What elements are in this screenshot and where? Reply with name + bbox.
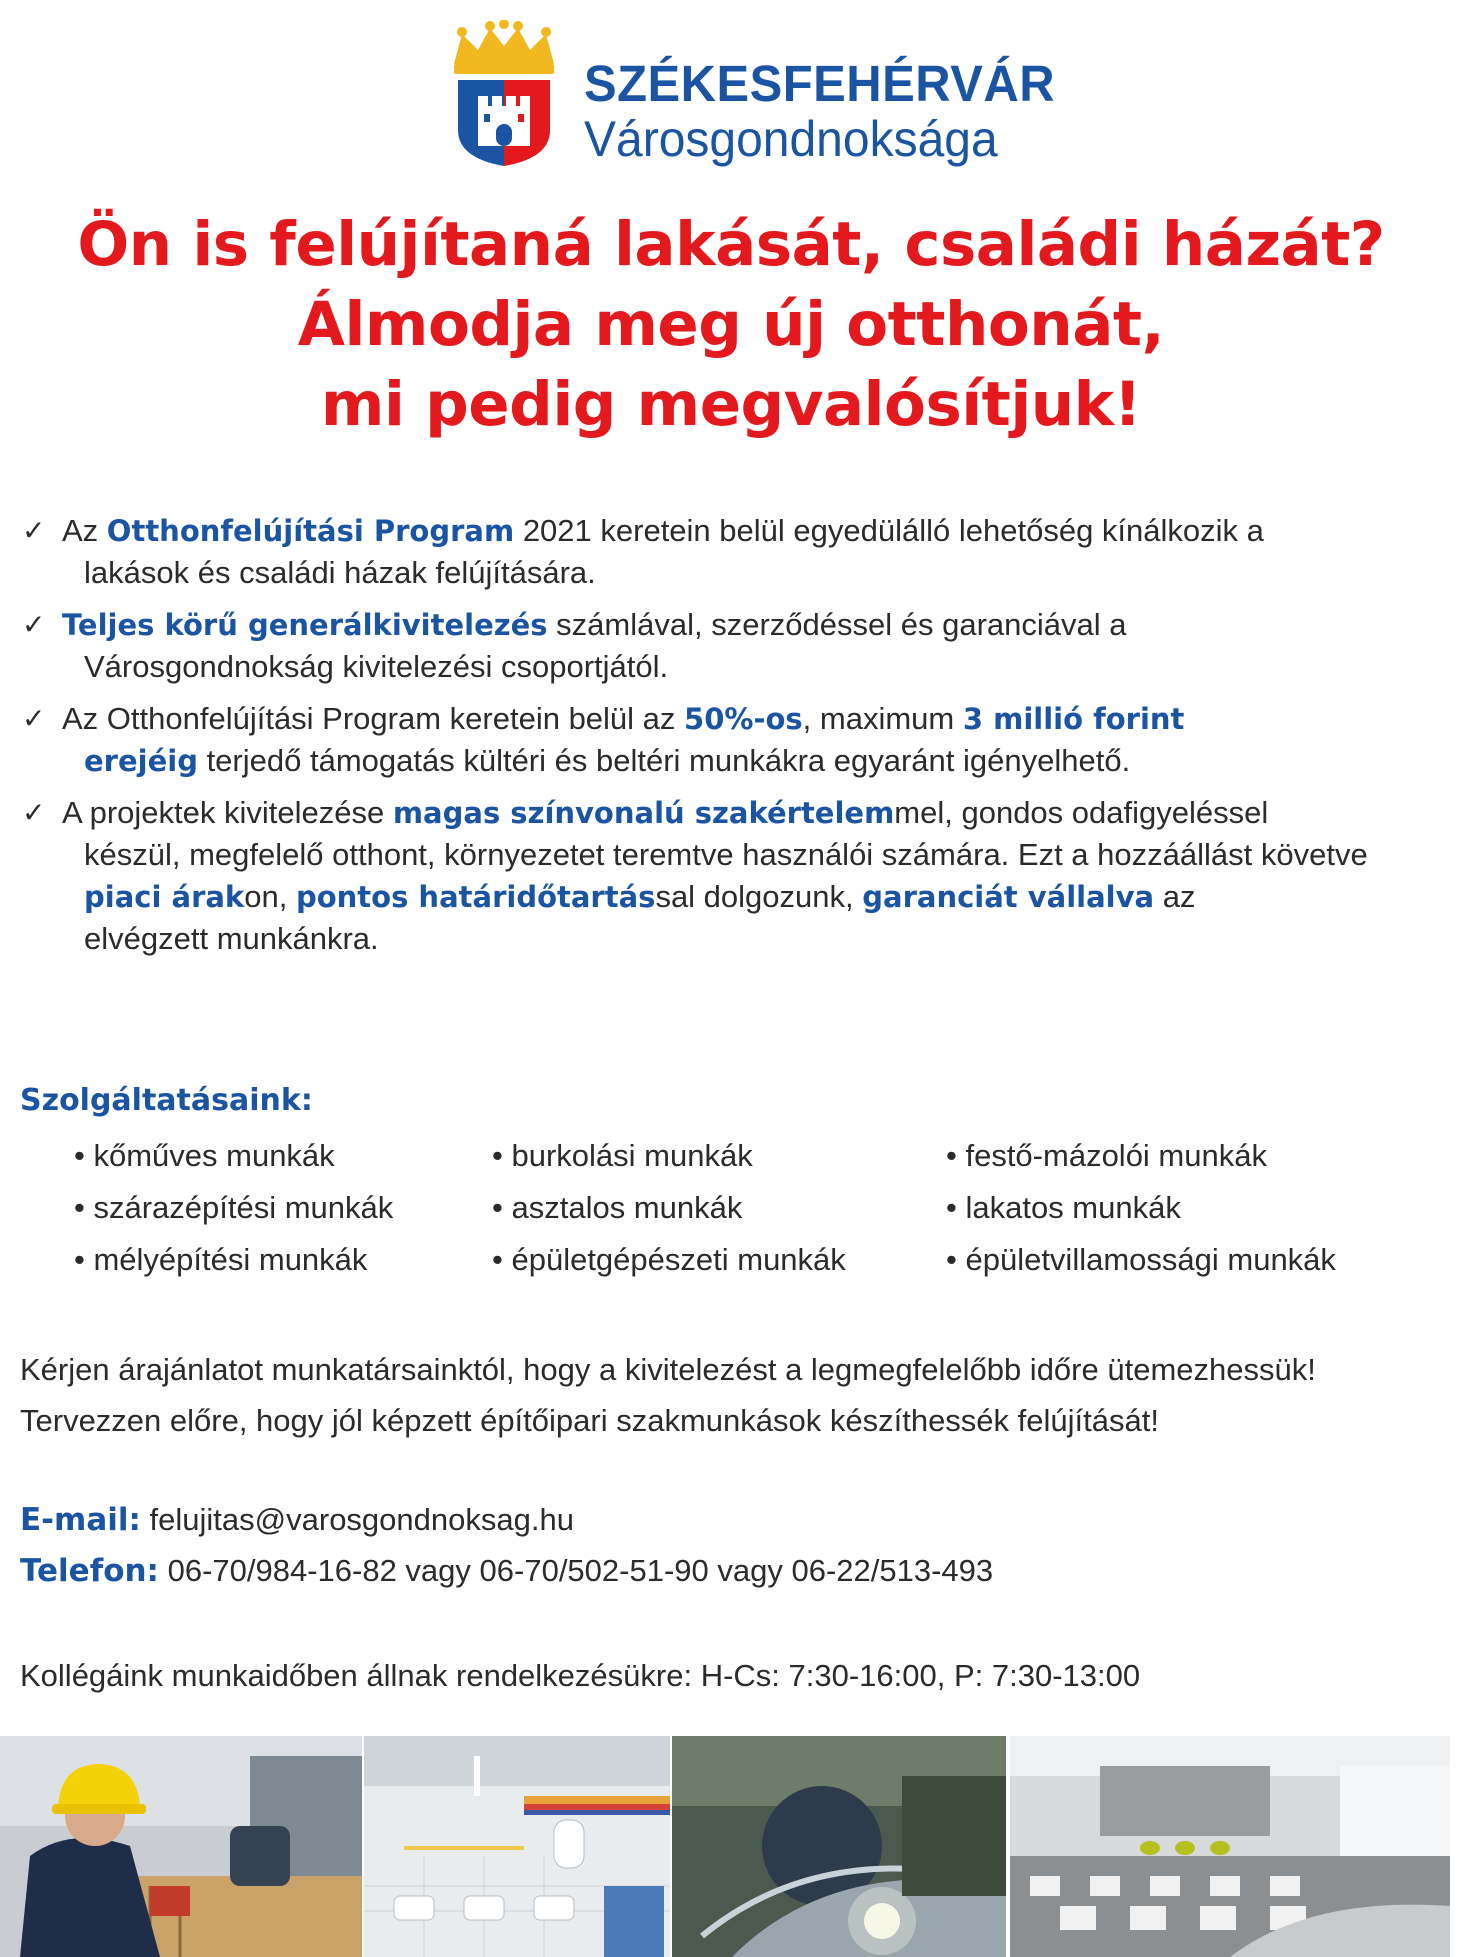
text: A projektek kivitelezése [62, 795, 393, 830]
services-title: Szolgáltatásaink: [20, 1083, 313, 1118]
text: sal dolgozunk, [655, 879, 863, 914]
photo-lobby-interior [1010, 1736, 1450, 1957]
city-crest-icon [448, 20, 560, 168]
phone-label: Telefon: [20, 1553, 159, 1589]
email-link[interactable]: felujitas@varosgondnoksag.hu [149, 1502, 574, 1537]
office-hours: Kollégáink munkaidőben állnak rendelkezésükre: H-Cs: 7:30-16:00, P: 7:30-13:00 [20, 1658, 1141, 1693]
photo-strip [0, 1736, 1450, 1957]
highlight: piaci árak [84, 880, 245, 914]
service-item: • festő-mázolói munkák [946, 1130, 1267, 1182]
feature-item [20, 604, 1440, 688]
photo-bathroom [364, 1736, 670, 1957]
header [0, 18, 1462, 168]
highlight: 3 millió forint [962, 702, 1185, 736]
checkmark-icon: ✓ [22, 796, 46, 829]
service-item: • lakatos munkák [946, 1182, 1181, 1234]
brand-name-line1: SZÉKESFEHÉRVÁR [584, 55, 1056, 112]
highlight: garanciát vállalva [862, 880, 1155, 914]
checkmark-icon: ✓ [22, 514, 46, 547]
text: terjedő támogatás kültéri és beltéri munkákra egyaránt igényelhető. [197, 743, 1131, 778]
text: mel, gondos odafigyeléssel [894, 795, 1269, 830]
feature-item [20, 510, 1440, 594]
service-item: • asztalos munkák [492, 1182, 742, 1234]
cta-line1: Kérjen árajánlatot munkatársainktól, hogy a kivitelezést a legmegfelelőbb időre ütemezhessük! [20, 1352, 1316, 1387]
photo-welding [672, 1736, 1006, 1957]
feature-item [20, 698, 1440, 782]
headline-line2: Álmodja meg új otthonát, [297, 289, 1165, 360]
text: lakások és családi házak felújítására. [84, 555, 596, 590]
cta-line2: Tervezzen előre, hogy jól képzett építőipari szakmunkások készíthessék felújítását! [20, 1403, 1159, 1438]
headline-line3: mi pedig megvalósítjuk! [320, 369, 1142, 440]
highlight: 50%-os [684, 702, 803, 736]
checkmark-icon: ✓ [22, 608, 46, 641]
highlight: Teljes körű generálkivitelezés [62, 608, 548, 642]
text: Az [62, 513, 107, 548]
highlight: magas színvonalú szakértelem [392, 796, 895, 830]
text: , maximum [802, 701, 963, 736]
headline [0, 205, 1462, 445]
text: elvégzett munkánkra. [84, 921, 379, 956]
service-item: • szárazépítési munkák [74, 1182, 393, 1234]
brand-name-line2: Városgondnoksága [584, 111, 998, 167]
email-row [20, 1502, 574, 1538]
text: Az Otthonfelújítási Program keretein belül az [62, 701, 685, 736]
highlight: pontos határidőtartás [295, 880, 656, 914]
headline-line1: Ön is felújítaná lakását, családi házát? [77, 209, 1385, 280]
text: 2021 keretein belül egyedülálló lehetőség kínálkozik a [514, 513, 1264, 548]
service-item: • mélyépítési munkák [74, 1234, 367, 1286]
service-item: • épületgépészeti munkák [492, 1234, 846, 1286]
service-item: • kőműves munkák [74, 1130, 335, 1182]
highlight: Otthonfelújítási Program [106, 514, 515, 548]
feature-item [20, 792, 1440, 960]
service-item: • burkolási munkák [492, 1130, 753, 1182]
brand-name [584, 56, 1075, 166]
text: az [1154, 879, 1196, 914]
text: on, [244, 879, 296, 914]
feature-list [20, 510, 1440, 970]
text: Városgondnokság kivitelezési csoportjától. [84, 649, 669, 684]
email-label: E-mail: [20, 1502, 141, 1538]
service-item: • épületvillamossági munkák [946, 1234, 1336, 1286]
phone-row [20, 1553, 993, 1589]
photo-construction-worker [0, 1736, 362, 1957]
highlight: erejéig [84, 744, 198, 778]
text: készül, megfelelő otthont, környezetet teremtve használói számára. Ezt a hozzáállást követve [84, 837, 1368, 872]
text: számlával, szerződéssel és garanciával a [547, 607, 1127, 642]
checkmark-icon: ✓ [22, 702, 46, 735]
phone-numbers[interactable]: 06-70/984-16-82 vagy 06-70/502-51-90 vagy 06-22/513-493 [167, 1553, 994, 1588]
